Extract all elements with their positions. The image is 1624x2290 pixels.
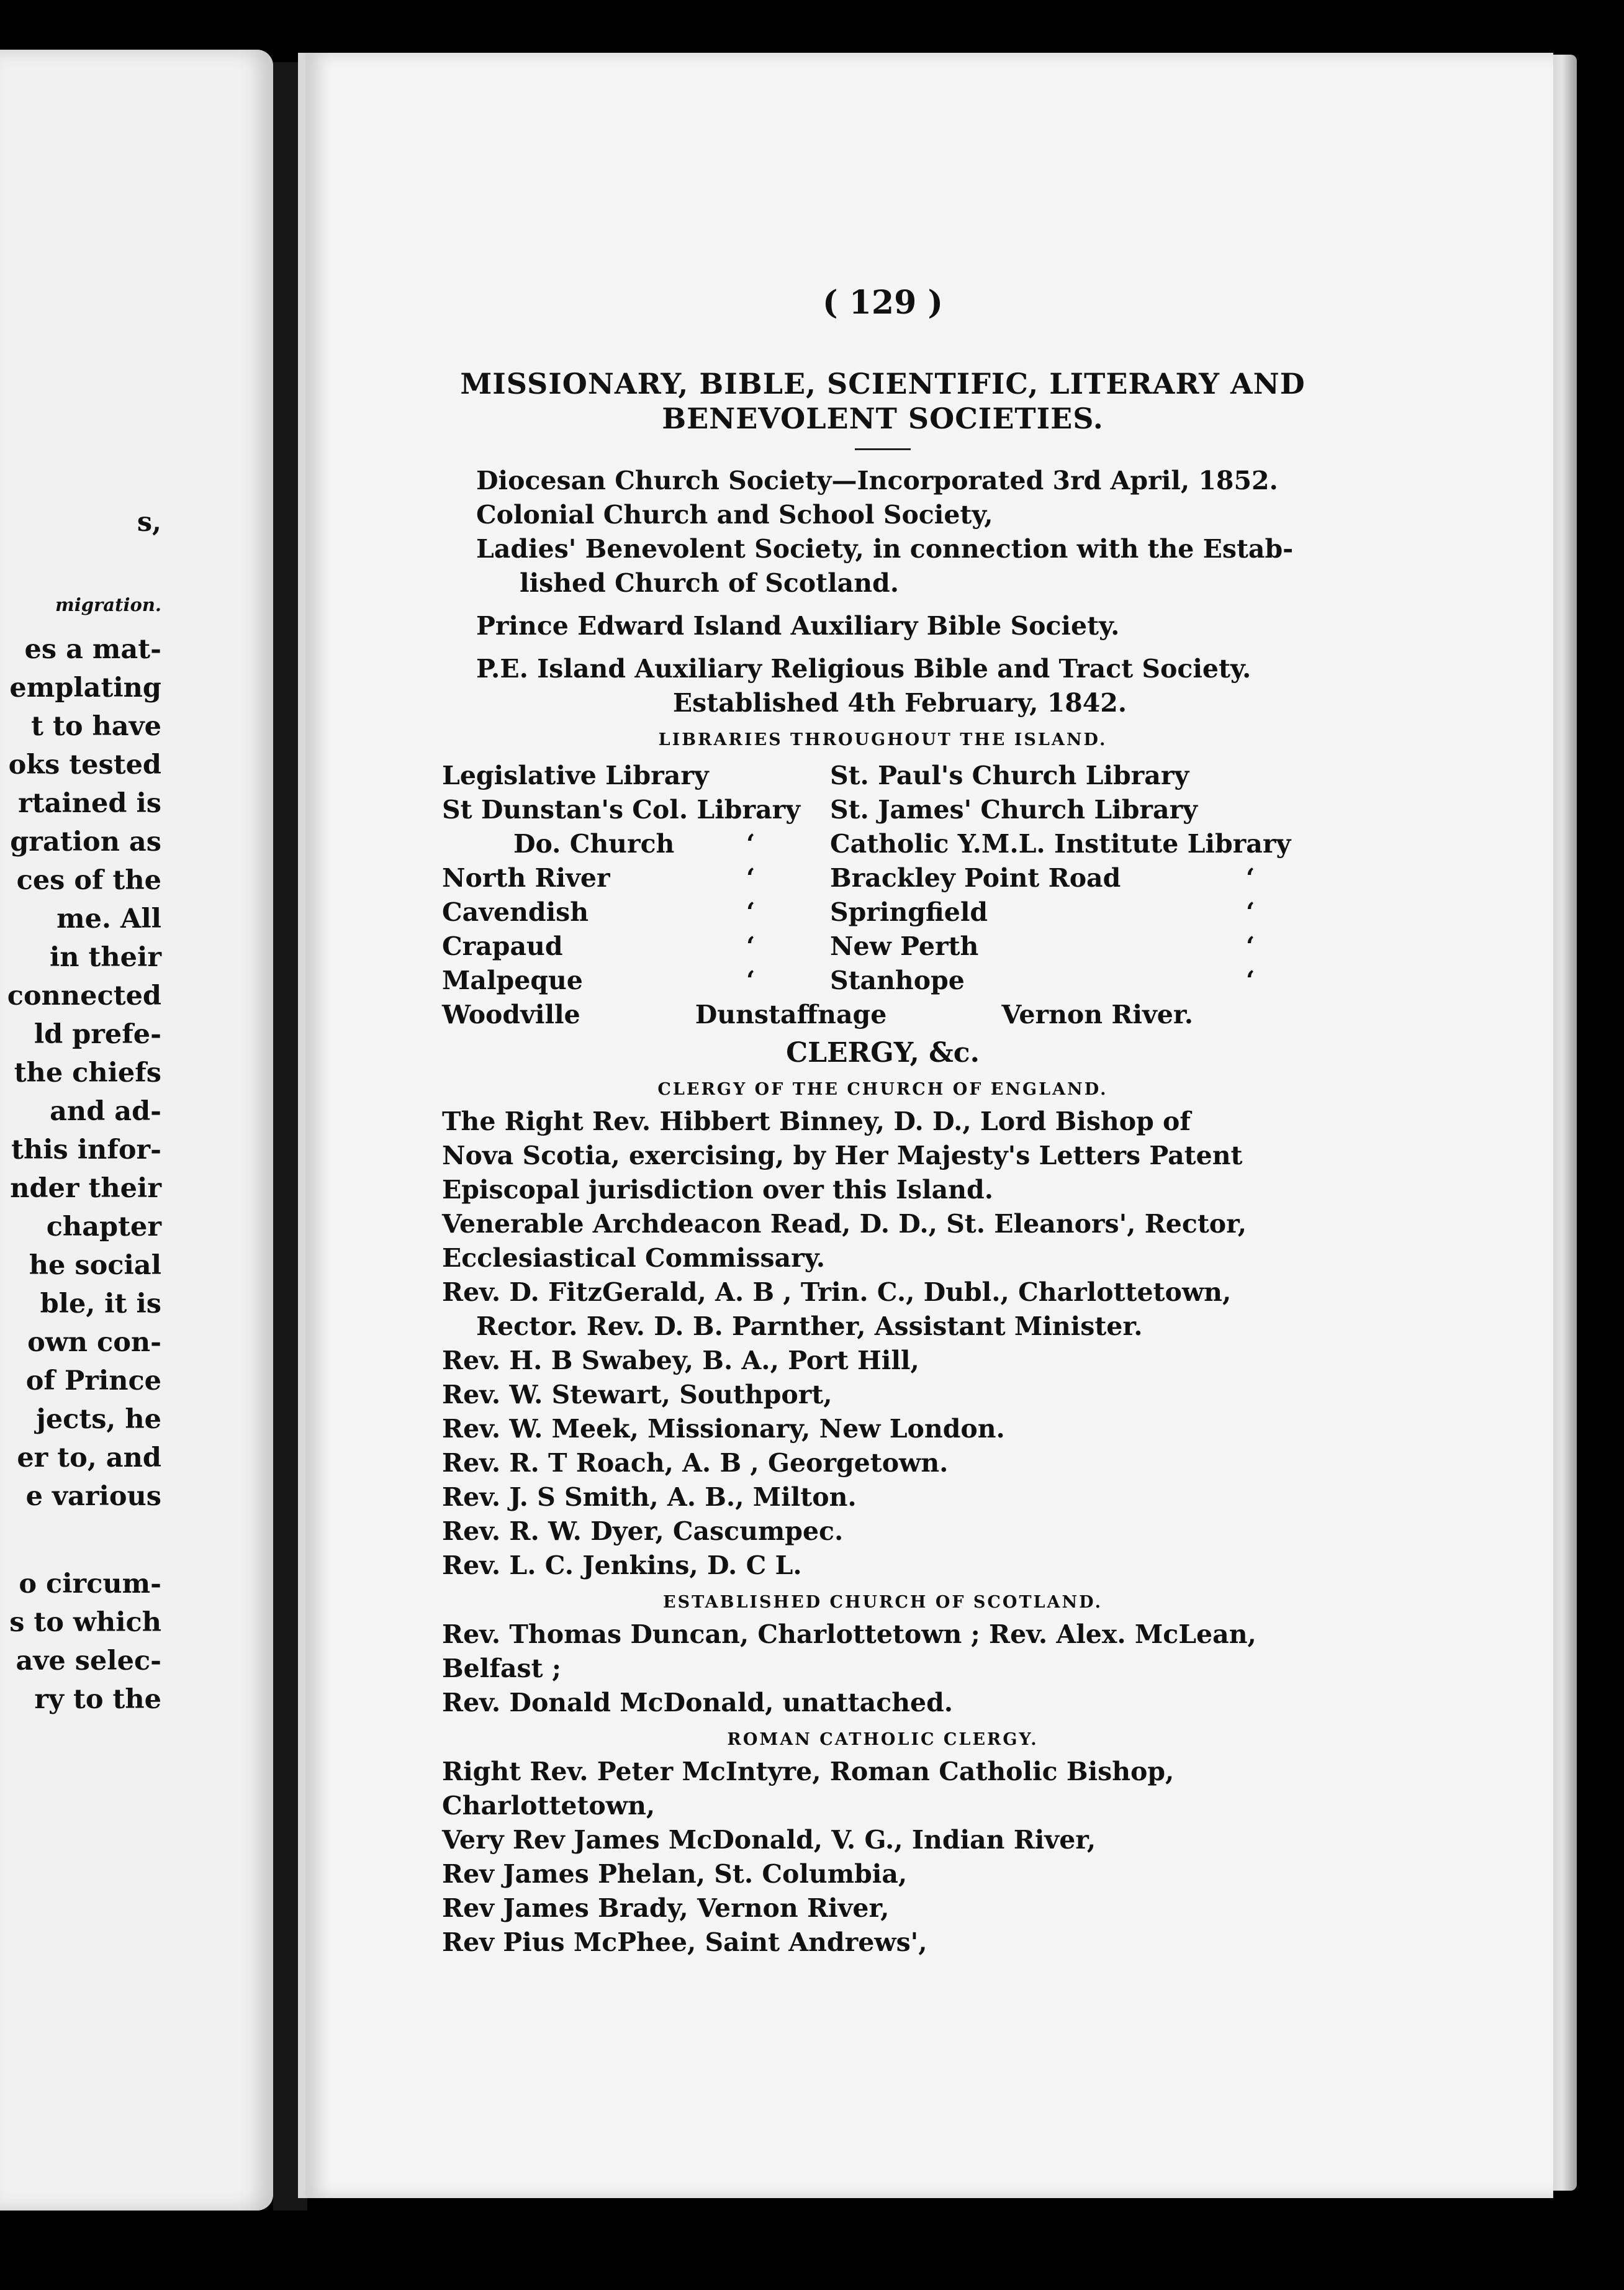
ditto-mark: ‘ xyxy=(1246,897,1255,927)
clergy-entry: Rev. Thomas Duncan, Charlottetown ; Rev. Alex. McLean, Belfast ; xyxy=(442,1619,1256,1683)
library-item: Catholic Y.M.L. Institute Library xyxy=(830,829,1291,859)
libraries-title: LIBRARIES THROUGHOUT THE ISLAND. xyxy=(658,730,1107,749)
page-number: ( 129 ) xyxy=(823,284,943,322)
clergy-entry: Rev Pius McPhee, Saint Andrews', xyxy=(442,1927,927,1957)
library-item: Dunstaffnage xyxy=(695,1000,887,1030)
library-item: Stanhope ‘ xyxy=(830,964,1324,998)
clergy-entry: Rev. H. B Swabey, B. A., Port Hill, xyxy=(442,1346,919,1375)
right-page xyxy=(298,53,1553,2198)
library-item: St. Paul's Church Library xyxy=(830,761,1189,790)
left-page xyxy=(0,50,273,2211)
roman-catholic-title: ROMAN CATHOLIC CLERGY. xyxy=(727,1730,1039,1749)
society-colonial: Colonial Church and School Society, xyxy=(476,500,993,530)
clergy-title: CLERGY, &c. xyxy=(786,1037,980,1069)
left-page-text-fragment: t to have xyxy=(31,711,161,742)
left-page-text-fragment: connected xyxy=(7,980,161,1011)
left-page-text-fragment: emplating xyxy=(9,672,161,704)
library-item: St Dunstan's Col. Library xyxy=(442,795,801,825)
left-page-text-fragment: of Prince xyxy=(25,1365,161,1396)
left-page-text-fragment: s to which xyxy=(9,1607,161,1638)
left-page-text-fragment: this infor- xyxy=(11,1134,161,1165)
libraries-list xyxy=(442,759,1324,998)
left-page-text-fragment: ces of the xyxy=(16,865,161,896)
clergy-entry: Rev James Phelan, St. Columbia, xyxy=(442,1859,908,1889)
left-page-text-fragment: jects, he xyxy=(36,1404,161,1435)
divider xyxy=(855,448,911,450)
church-of-england-title: CLERGY OF THE CHURCH OF ENGLAND. xyxy=(657,1080,1108,1099)
library-item: New Perth ‘ xyxy=(830,930,1324,964)
society-ladies-line-1: Ladies' Benevolent Society, in connection with the Estab- xyxy=(476,534,1294,564)
ditto-mark: ‘ xyxy=(746,863,756,893)
left-page-text-fragment: o circum- xyxy=(19,1568,161,1600)
left-page-text-fragment: and ad- xyxy=(50,1096,161,1127)
ditto-mark: ‘ xyxy=(746,897,756,927)
left-page-text-fragment: migration. xyxy=(55,594,161,615)
society-ladies-line-2: lished Church of Scotland. xyxy=(520,568,899,598)
society-bible: Prince Edward Island Auxiliary Bible Society. xyxy=(476,611,1120,641)
left-page-text-fragment: rtained is xyxy=(18,788,161,819)
clergy-entry: Rev. R. W. Dyer, Cascumpec. xyxy=(442,1516,844,1546)
left-page-text-fragment: nder their xyxy=(10,1173,161,1204)
clergy-entry: Rev. R. T Roach, A. B , Georgetown. xyxy=(442,1448,949,1478)
library-item: North River ‘ xyxy=(442,861,830,895)
clergy-entry: Rev. W. Meek, Missionary, New London. xyxy=(442,1414,1005,1444)
left-page-text-fragment: chapter xyxy=(46,1211,161,1242)
left-page-text-fragment: gration as xyxy=(10,826,161,858)
library-item: Cavendish ‘ xyxy=(442,895,830,930)
left-page-text-fragment: ry to the xyxy=(34,1684,161,1715)
left-page-text-fragment: the chiefs xyxy=(14,1057,161,1088)
left-page-text-fragment: er to, and xyxy=(17,1442,161,1473)
left-page-text-fragment: ble, it is xyxy=(40,1288,161,1319)
library-item: Vernon River. xyxy=(1001,1000,1193,1030)
heading-line-2: BENEVOLENT SOCIETIES. xyxy=(662,402,1104,435)
society-diocesan: Diocesan Church Society—Incorporated 3rd April, 1852. xyxy=(476,466,1278,496)
left-page-text-fragment: in their xyxy=(49,942,161,973)
ditto-mark: ‘ xyxy=(1246,966,1255,995)
library-item: Legislative Library xyxy=(442,761,709,790)
library-item: Crapaud ‘ xyxy=(442,930,830,964)
clergy-entry: Very Rev James McDonald, V. G., Indian River, xyxy=(442,1825,1096,1855)
clergy-entry: Rev. D. FitzGerald, A. B , Trin. C., Dubl., Charlottetown, Rector. Rev. D. B. Parnther, Assistant Minister. xyxy=(442,1277,1232,1341)
clergy-entry: Right Rev. Peter McIntyre, Roman Catholic Bishop, Charlottetown, xyxy=(442,1757,1175,1821)
society-tract-line-1: P.E. Island Auxiliary Religious Bible and Tract Society. xyxy=(476,654,1252,684)
page-heading xyxy=(442,366,1324,436)
clergy-entry: Rev. J. S Smith, A. B., Milton. xyxy=(442,1482,857,1512)
church-of-scotland-title: ESTABLISHED CHURCH OF SCOTLAND. xyxy=(662,1593,1103,1612)
clergy-entry: Rev. W. Stewart, Southport, xyxy=(442,1380,832,1410)
library-item: Woodville xyxy=(442,1000,580,1030)
left-page-text-fragment: he social xyxy=(29,1250,161,1281)
left-page-text-fragment: oks tested xyxy=(8,749,161,781)
left-page-text-fragment: e various xyxy=(25,1481,161,1512)
society-tract-line-2: Established 4th February, 1842. xyxy=(672,688,1127,718)
library-item: Malpeque ‘ xyxy=(442,964,830,998)
page-content xyxy=(442,286,1324,1960)
ditto-mark: ‘ xyxy=(746,829,756,859)
left-page-text-fragment: own con- xyxy=(27,1327,161,1358)
library-item: Do. Church ‘ xyxy=(442,827,830,861)
left-page-text-fragment: me. All xyxy=(56,903,161,935)
ditto-mark: ‘ xyxy=(1246,931,1255,961)
clergy-entry: Rev James Brady, Vernon River, xyxy=(442,1893,890,1923)
left-page-text-fragment: ave selec- xyxy=(16,1645,161,1677)
left-page-text-fragment: es a mat- xyxy=(24,634,161,665)
clergy-entry: Rev. L. C. Jenkins, D. C L. xyxy=(442,1550,802,1580)
ditto-mark: ‘ xyxy=(746,931,756,961)
library-item: Springfield ‘ xyxy=(830,895,1324,930)
left-page-text-fragment: ld prefe- xyxy=(34,1019,161,1050)
library-item: St. James' Church Library xyxy=(830,795,1198,825)
heading-line-1: MISSIONARY, BIBLE, SCIENTIFIC, LITERARY AND xyxy=(460,367,1306,401)
clergy-entry: The Right Rev. Hibbert Binney, D. D., Lord Bishop of Nova Scotia, exercising, by Her Majesty's Letters Patent Episcopal jurisdiction over this Island. xyxy=(442,1107,1243,1205)
libraries-last-row xyxy=(442,998,1324,1032)
left-page-text-fragment: s, xyxy=(137,507,161,538)
clergy-entry: Rev. Donald McDonald, unattached. xyxy=(442,1688,954,1718)
ditto-mark: ‘ xyxy=(1246,863,1255,893)
ditto-mark: ‘ xyxy=(746,966,756,995)
clergy-entry: Venerable Archdeacon Read, D. D., St. Eleanors', Rector, Ecclesiastical Commissary. xyxy=(442,1209,1247,1273)
library-item: Brackley Point Road ‘ xyxy=(830,861,1324,895)
